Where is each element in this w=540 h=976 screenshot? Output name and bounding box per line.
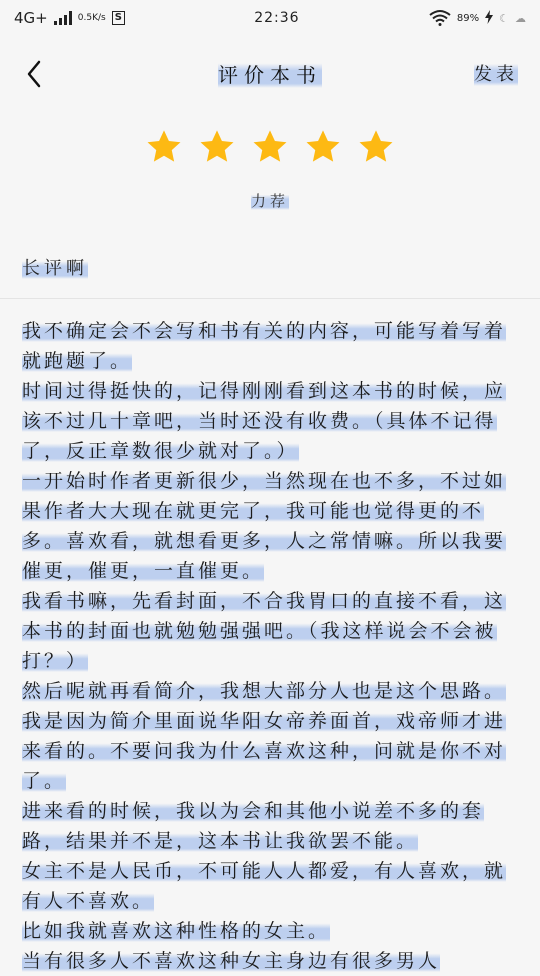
back-button[interactable] [16, 54, 52, 94]
star-icon[interactable] [304, 128, 342, 166]
status-time: 22:36 [254, 10, 300, 26]
charging-icon [485, 10, 493, 27]
star-icon[interactable] [198, 128, 236, 166]
review-paragraph [22, 466, 512, 586]
publish-button[interactable]: 发表 [474, 60, 518, 86]
page-title: 评价本书 [218, 59, 322, 88]
review-paragraph-text: 比如我就喜欢这种性格的女主。 [22, 920, 331, 942]
review-paragraph-text: 女主不是人民币，不可能人人都爱，有人喜欢，就有人不喜欢。 [22, 860, 507, 912]
review-paragraph [22, 316, 512, 376]
cloud-icon: ☁ [514, 11, 526, 25]
review-paragraph [22, 946, 512, 976]
review-paragraph-text: 进来看的时候，我以为会和其他小说差不多的套路，结果并不是，这本书让我欲罢不能。 [22, 800, 485, 852]
review-paragraph [22, 586, 512, 676]
review-paragraph-text: 一开始时作者更新很少，当然现在也不多，不过如果作者大大现在就更完了，我可能也觉得更的不多。喜欢看，就想看更多，人之常情嘛。所以我要催更，催更，一直催更。 [22, 470, 507, 582]
review-paragraph [22, 676, 512, 796]
divider [0, 298, 540, 299]
status-left [14, 9, 125, 27]
star-icon[interactable] [357, 128, 395, 166]
signal-icon [54, 11, 72, 25]
status-bar [0, 0, 540, 36]
rating-label [0, 190, 540, 211]
review-paragraph-text: 然后呢就再看简介，我想大部分人也是这个思路。我是因为简介里面说华阳女帝养面首，戏帝师才进来看的。不要问我为什么喜欢这种，问就是你不对了。 [22, 680, 507, 792]
section-label [22, 254, 88, 280]
review-text-area[interactable] [22, 316, 512, 972]
rating-label-text: 力荐 [250, 192, 289, 210]
review-paragraph-text: 我不确定会不会写和书有关的内容，可能写着写着就跑题了。 [22, 320, 507, 372]
review-paragraph-text: 我看书嘛，先看封面，不合我胃口的直接不看，这本书的封面也就勉勉强强吧。（我这样说会不会被打？） [22, 590, 507, 672]
star-icon[interactable] [145, 128, 183, 166]
wifi-icon [429, 10, 451, 26]
review-paragraph [22, 796, 512, 856]
battery-level: 89% [456, 12, 480, 24]
chevron-left-icon [26, 60, 42, 88]
star-rating[interactable] [0, 128, 540, 166]
nav-bar [0, 46, 540, 100]
notification-box-icon: S [112, 11, 125, 25]
review-paragraph [22, 856, 512, 916]
review-paragraph-text: 当有很多人不喜欢这种女主身边有很多男人 [22, 950, 441, 972]
review-paragraph-text: 时间过得挺快的，记得刚刚看到这本书的时候，应该不过几十章吧，当时还没有收费。（具体不记得了，反正章数很少就对了。） [22, 380, 507, 462]
status-right [429, 10, 526, 27]
moon-icon: ☾ [499, 11, 509, 25]
section-label-text: 长评啊 [22, 258, 88, 279]
network-type: 4G+ [14, 9, 48, 27]
review-paragraph [22, 376, 512, 466]
review-paragraph [22, 916, 512, 946]
star-icon[interactable] [251, 128, 289, 166]
network-speed: 0.5K/s [77, 12, 106, 23]
